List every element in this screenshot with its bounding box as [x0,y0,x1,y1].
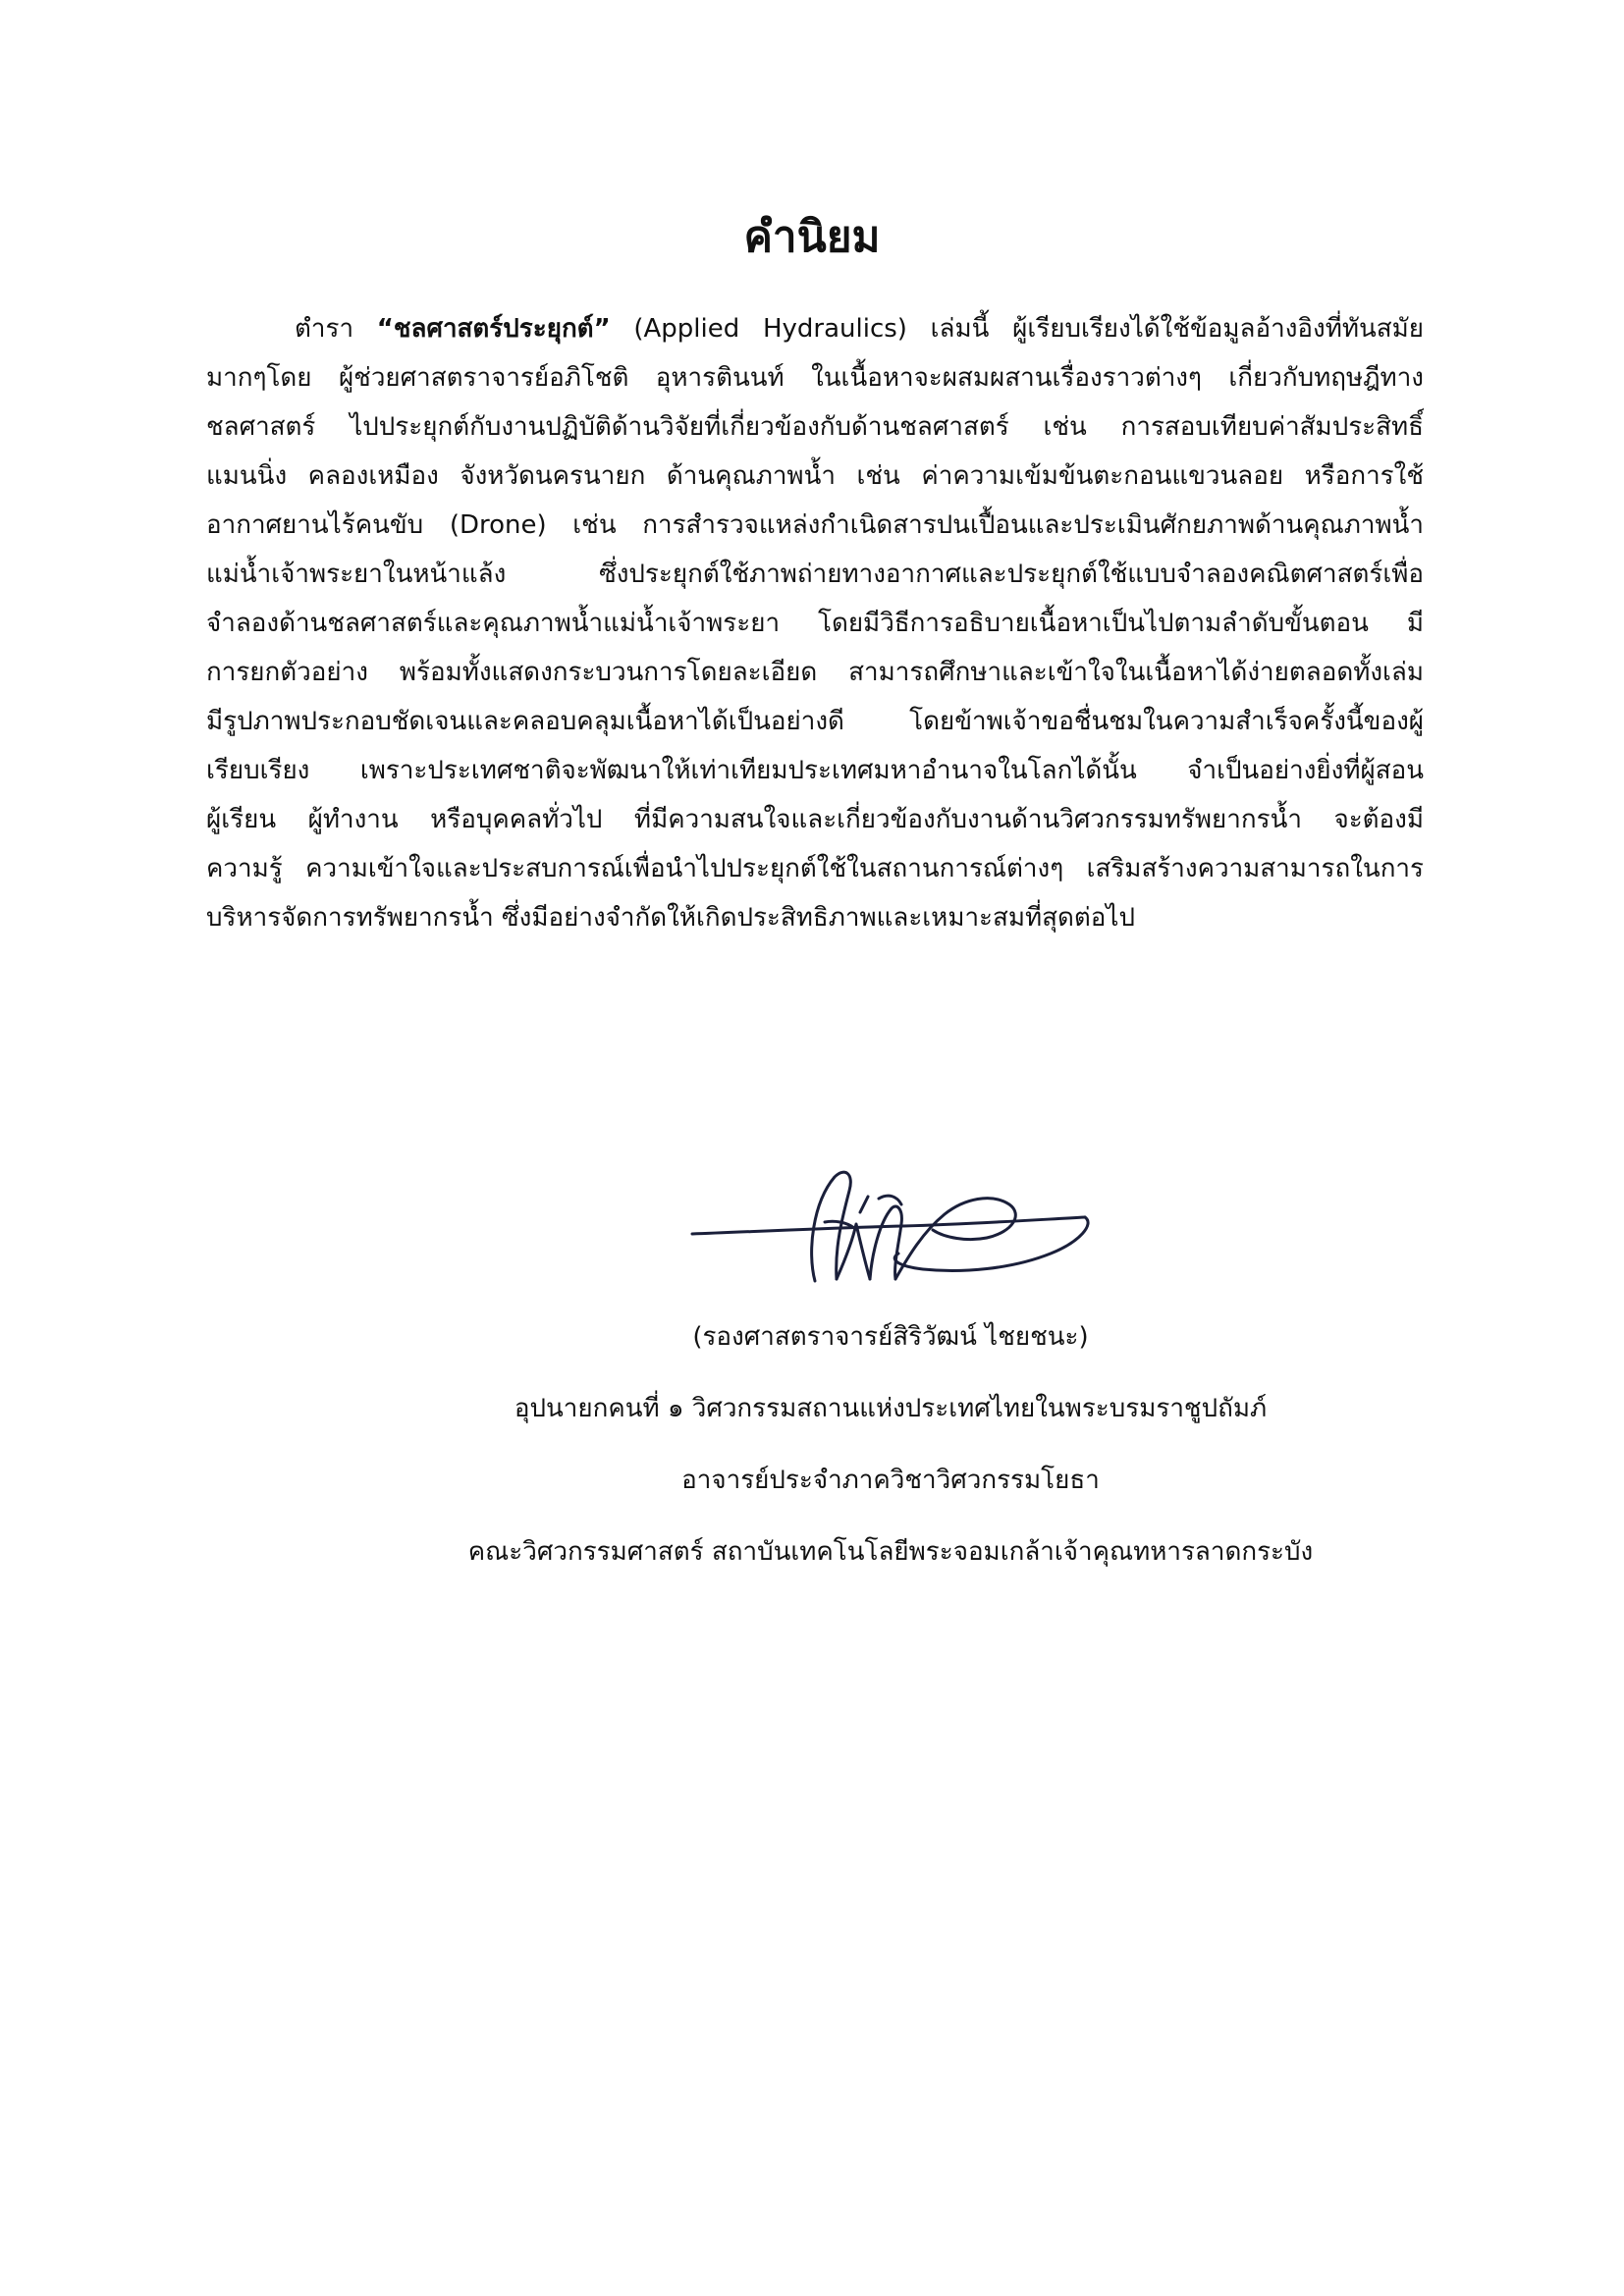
paragraph-line: มากๆโดย ผู้ช่วยศาสตราจารย์อภิโชติ อุหารตินนท์ ในเนื้อหาจะผสมผสานเรื่องราวต่างๆ เกี่ยวกับทฤษฎีทาง [206,363,1424,393]
paragraph-line: บริหารจัดการทรัพยากรน้ำ ซึ่งมีอย่างจำกัดให้เกิดประสิทธิภาพและเหมาะสมที่สุดต่อไป [206,903,1136,933]
paragraph-line: เรียบเรียง เพราะประเทศชาติจะพัฒนาให้เท่าเทียมประเทศมหาอำนาจในโลกได้นั้น จำเป็นอย่างยิ่งที่ผู้สอน [206,756,1424,785]
paragraph-line: การยกตัวอย่าง พร้อมทั้งแสดงกระบวนการโดยละเอียด สามารถศึกษาและเข้าใจในเนื้อหาได้ง่ายตลอดทั้งเล่ม [206,658,1424,687]
signatory-name: (รองศาสตราจารย์สิริวัฒน์ ไชยชนะ) [692,1322,1089,1352]
paragraph-line: มีรูปภาพประกอบชัดเจนและคลอบคลุมเนื้อหาได้เป็นอย่างดี โดยข้าพเจ้าขอชื่นชมในความสำเร็จครั้งนี้ของผู้ [206,707,1424,736]
line-prefix: ตำรา [295,314,377,344]
signatory-position-1: อุปนายกคนที่ ๑ วิศวกรรมสถานแห่งประเทศไทยในพระบรมราชูปถัมภ์ [514,1394,1268,1423]
handwritten-signature [687,1163,1100,1296]
signatory-position-2: อาจารย์ประจำภาควิชาวิศวกรรมโยธา [681,1466,1100,1495]
paragraph-line: ชลศาสตร์ ไปประยุกต์กับงานปฏิบัติด้านวิจัยที่เกี่ยวข้องกับด้านชลศาสตร์ เช่น การสอบเทียบค่าสัมประสิทธิ์ [206,412,1424,442]
book-title-bold: “ชลศาสตร์ประยุกต์” [376,314,611,344]
line-suffix: (Applied Hydraulics) เล่มนี้ ผู้เรียบเรียงได้ใช้ข้อมูลอ้างอิงที่ทันสมัย [610,314,1424,344]
paragraph-line: แมนนิ่ง คลองเหมือง จังหวัดนครนายก ด้านคุณภาพน้ำ เช่น ค่าความเข้มข้นตะกอนแขวนลอย หรือการใช้ [206,461,1424,491]
page-title: คำนิยม [743,212,881,262]
paragraph-line: แม่น้ำเจ้าพระยาในหน้าแล้ง ซึ่งประยุกต์ใช้ภาพถ่ายทางอากาศและประยุกต์ใช้แบบจำลองคณิตศาสตร์เพื่อ [206,560,1424,589]
paragraph-line: ความรู้ ความเข้าใจและประสบการณ์เพื่อนำไปประยุกต์ใช้ในสถานการณ์ต่างๆ เสริมสร้างความสามารถในการ [206,854,1424,883]
paragraph-line [295,304,1424,353]
signatory-position-3: คณะวิศวกรรมศาสตร์ สถาบันเทคโนโลยีพระจอมเกล้าเจ้าคุณทหารลาดกระบัง [467,1537,1314,1567]
paragraph-line: ผู้เรียน ผู้ทำงาน หรือบุคคลทั่วไป ที่มีความสนใจและเกี่ยวข้องกับงานด้านวิศวกรรมทรัพยากรน้ำ จะต้องมี [206,805,1424,834]
paragraph-line: จำลองด้านชลศาสตร์และคุณภาพน้ำแม่น้ำเจ้าพระยา โดยมีวิธีการอธิบายเนื้อหาเป็นไปตามลำดับขั้นตอน มี [206,609,1424,638]
paragraph-line: อากาศยานไร้คนขับ (Drone) เช่น การสำรวจแหล่งกำเนิดสารปนเปื้อนและประเมินศักยภาพด้านคุณภาพน้ำ [206,510,1424,540]
